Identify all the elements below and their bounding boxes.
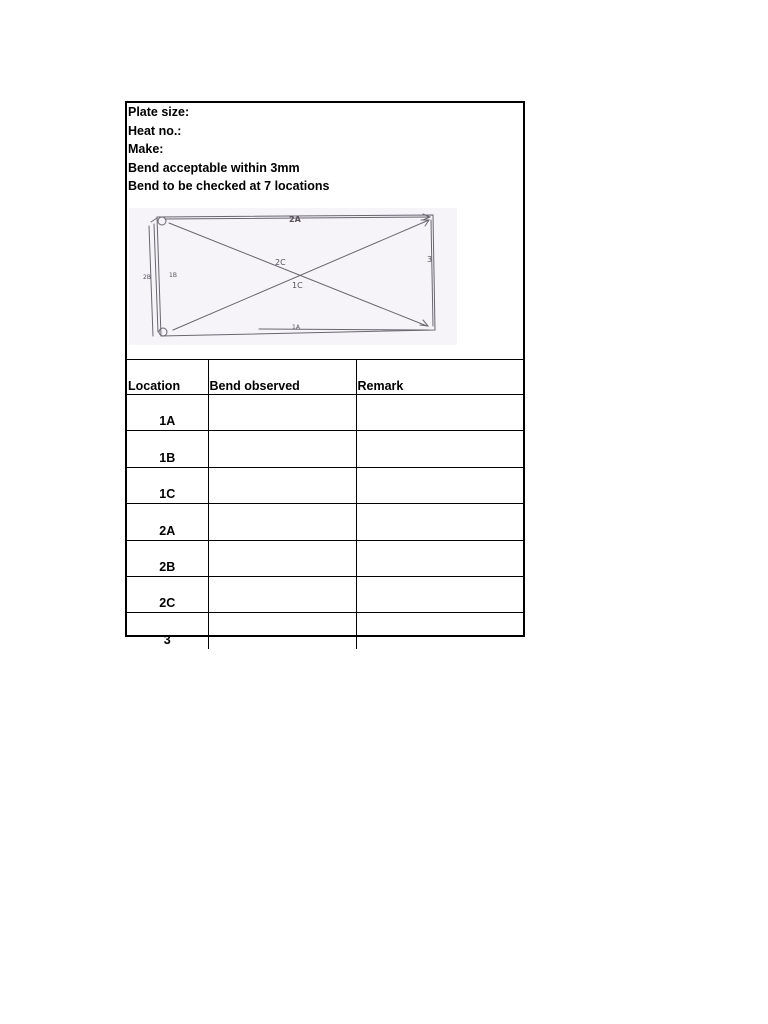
bend-observed-cell[interactable]	[208, 613, 356, 649]
bend-check-table	[127, 359, 523, 649]
make-label: Make:	[128, 142, 164, 156]
table-row	[127, 576, 523, 612]
bend-observed-cell[interactable]	[208, 431, 356, 467]
location-cell: 2A	[127, 504, 208, 540]
bend-limit-note: Bend acceptable within 3mm	[128, 160, 300, 175]
location-cell: 1B	[127, 431, 208, 467]
remark-cell[interactable]	[356, 504, 523, 540]
location-cell: 2B	[127, 540, 208, 576]
label-1b: 1B	[169, 272, 177, 279]
remark-cell[interactable]	[356, 576, 523, 612]
heat-no-label: Heat no.:	[128, 123, 182, 138]
diagonal-2c	[169, 223, 427, 326]
table-row	[127, 431, 523, 467]
remark-cell[interactable]	[356, 467, 523, 503]
plate-size-label: Plate size:	[128, 105, 190, 119]
label-1c: 1C	[292, 281, 303, 290]
remark-cell[interactable]	[356, 431, 523, 467]
label-3: 3	[427, 255, 433, 264]
table-row	[127, 467, 523, 503]
location-cell: 3	[127, 613, 208, 649]
label-1a: 1A	[292, 324, 300, 331]
line-3	[431, 220, 433, 326]
table-header-row	[127, 360, 523, 395]
bend-observed-cell[interactable]	[208, 395, 356, 431]
remark-cell[interactable]	[356, 540, 523, 576]
label-2c: 2C	[275, 258, 286, 267]
bend-observed-cell[interactable]	[208, 467, 356, 503]
bend-observed-cell[interactable]	[208, 540, 356, 576]
location-cell: 2C	[127, 576, 208, 612]
table-row	[127, 504, 523, 540]
label-2b: 2B	[143, 274, 151, 281]
label-2a: 2A	[289, 215, 301, 224]
location-cell: 1A	[127, 395, 208, 431]
table-row	[127, 395, 523, 431]
plate-outline	[157, 215, 435, 336]
bend-observed-cell[interactable]	[208, 504, 356, 540]
remark-cell[interactable]	[356, 613, 523, 649]
location-cell: 1C	[127, 467, 208, 503]
table-row	[127, 613, 523, 649]
plate-sketch	[129, 208, 457, 345]
bend-observed-cell[interactable]	[208, 576, 356, 612]
table-row	[127, 540, 523, 576]
header-bend-observed: Bend observed	[208, 360, 356, 395]
check-locations-note: Bend to be checked at 7 locations	[128, 179, 330, 193]
line-1a	[259, 329, 429, 330]
header-remark: Remark	[356, 360, 523, 395]
form-header	[128, 103, 329, 196]
plate-sketch-drawing	[129, 208, 457, 345]
header-location: Location	[127, 360, 208, 395]
inspection-form	[125, 101, 525, 647]
remark-cell[interactable]	[356, 395, 523, 431]
line-2b	[149, 226, 153, 336]
diagonal-1c	[173, 220, 429, 330]
